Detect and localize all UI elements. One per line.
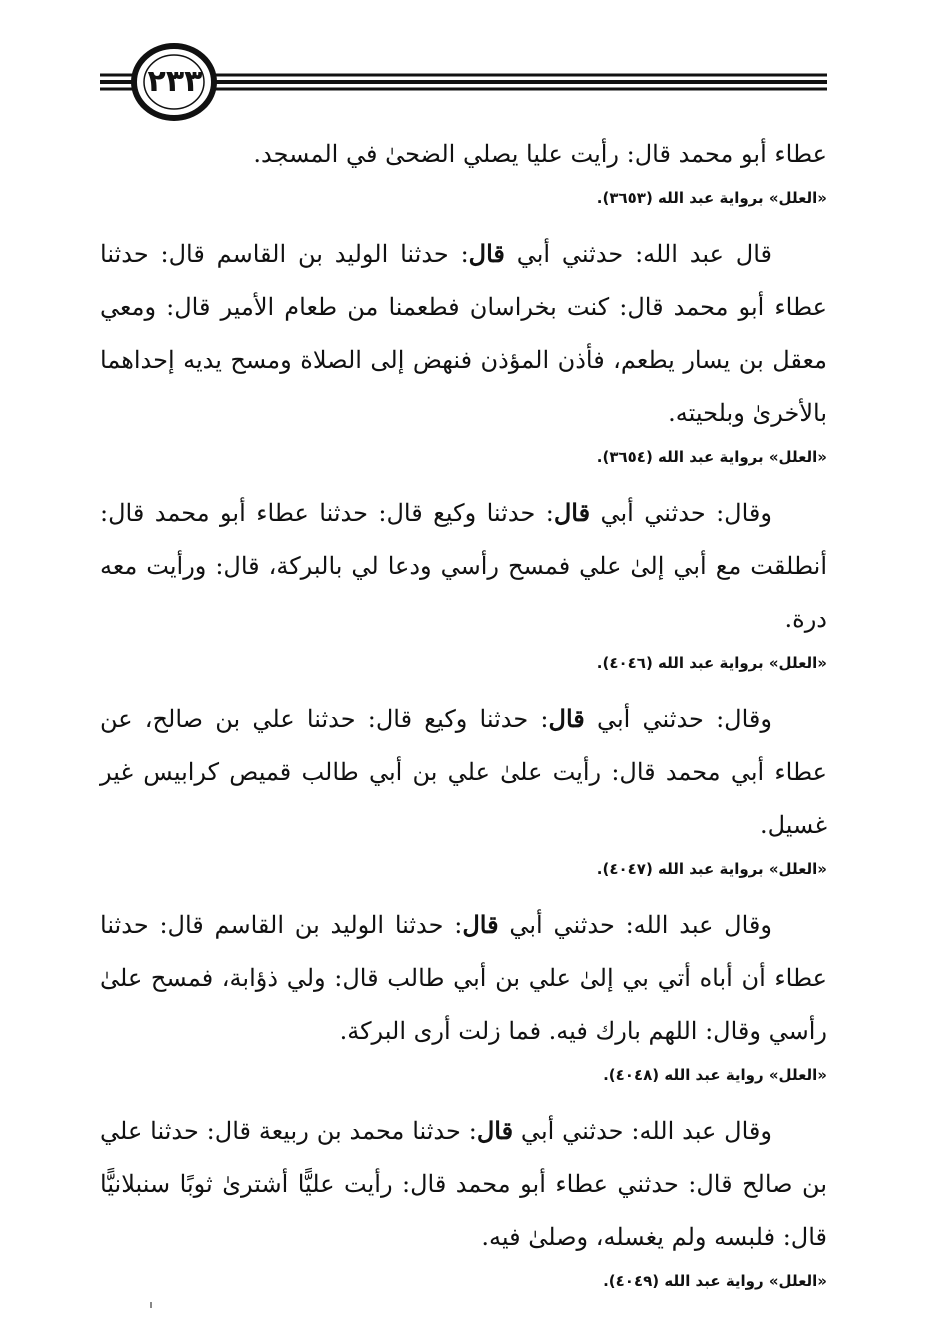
source-citation: «العلل» رواية عبد الله (٤٠٤٨). xyxy=(603,1066,827,1084)
paragraph-bold-word: قال xyxy=(548,704,585,733)
paragraph-bold-word: قال xyxy=(476,1116,514,1145)
paragraph-text-rest: : حدثنا محمد بن ربيعة قال: حدثنا علي بن صالح قال: حدثني عطاء أبو محمد قال: رأيت عليًّا أشترىٰ ثوبًا سنبلانيًّا قال: فلبسه ولم يغسله، وصلىٰ فيه. xyxy=(100,1117,827,1251)
page-header xyxy=(100,42,827,132)
page-number: ٢٣٣ xyxy=(147,64,203,99)
paragraph-text-rest: : حدثنا الوليد بن القاسم قال: حدثنا عطاء أبو محمد قال: كنت بخراسان فطعمنا من طعام الأمير قال: ومعي معقل بن يسار يطعم، فأذن المؤذن فنهض إلى الصلاة ومسح يديه إحداهما بالأخرىٰ وبلحيته. xyxy=(100,240,827,427)
paragraph-text-rest: : حدثنا وكيع قال: حدثنا عطاء أبو محمد قال: أنطلقت مع أبي إلىٰ علي فمسح رأسي ودعا لي بالبركة، قال: ورأيت معه درة. xyxy=(100,499,827,633)
scan-mark xyxy=(150,1302,152,1308)
entry-5 xyxy=(100,898,827,1092)
source-citation: «العلل» رواية عبد الله (٤٠٤٩). xyxy=(603,1272,827,1290)
source-citation: «العلل» برواية عبد الله (٤٠٤٧). xyxy=(596,860,827,878)
entry-6 xyxy=(100,1104,827,1298)
page-body xyxy=(100,128,827,1310)
source-citation: «العلل» برواية عبد الله (٣٦٥٤). xyxy=(596,448,827,466)
hadith-paragraph xyxy=(100,1104,827,1264)
hadith-paragraph xyxy=(100,486,827,646)
hadith-paragraph xyxy=(100,692,827,852)
paragraph-text-start: قال عبد الله: حدثني أبي xyxy=(504,240,772,268)
paragraph-text-start: وقال عبد الله: حدثني أبي xyxy=(498,911,772,939)
paragraph-text-rest: : حدثنا الوليد بن القاسم قال: حدثنا عطاء أن أباه أتي بي إلىٰ علي بن أبي طالب قال: ولي ذؤابة، فمسح علىٰ رأسي وقال: اللهم بارك فيه. فما زلت أرى البركة. xyxy=(100,911,827,1045)
entry-2 xyxy=(100,227,827,474)
paragraph-text-rest: : حدثنا وكيع قال: حدثنا علي بن صالح، عن عطاء أبي محمد قال: رأيت علىٰ علي بن أبي طالب قميص كرابيس غير غسيل. xyxy=(100,705,827,839)
paragraph-text: عطاء أبو محمد قال: رأيت عليا يصلي الضحىٰ في المسجد. xyxy=(253,140,827,168)
paragraph-text-start: وقال عبد الله: حدثني أبي xyxy=(513,1117,772,1145)
paragraph-text-start: وقال: حدثني أبي xyxy=(590,499,772,527)
source-citation: «العلل» برواية عبد الله (٣٦٥٣). xyxy=(596,189,827,207)
paragraph-bold-word: قال xyxy=(553,498,591,527)
paragraph-bold-word: قال xyxy=(462,910,499,939)
hadith-paragraph xyxy=(100,128,827,181)
entry-1 xyxy=(100,128,827,215)
source-citation: «العلل» برواية عبد الله (٤٠٤٦). xyxy=(596,654,827,672)
paragraph-bold-word: قال xyxy=(468,239,505,268)
paragraph-text-start: وقال: حدثني أبي xyxy=(584,705,772,733)
entry-3 xyxy=(100,486,827,680)
hadith-paragraph xyxy=(100,898,827,1058)
hadith-paragraph xyxy=(100,227,827,440)
entry-4 xyxy=(100,692,827,886)
